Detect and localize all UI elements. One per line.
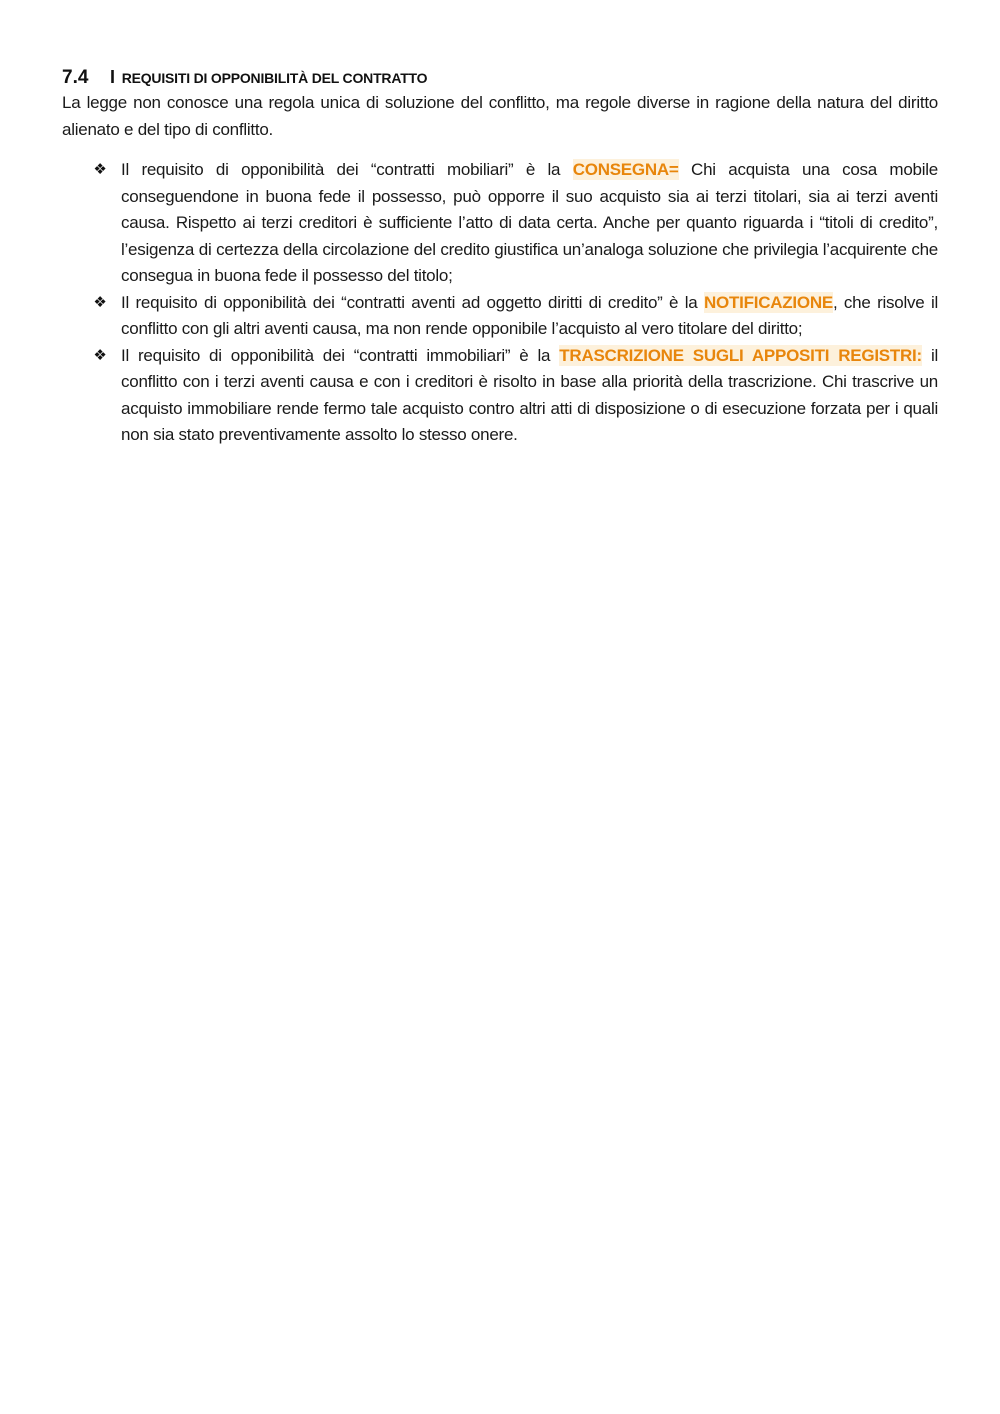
four-diamond-bullet-icon: ❖ xyxy=(93,293,107,311)
section-number: 7.4 xyxy=(62,67,89,88)
bullet-text-before: Il requisito di opponibilità dei “contratti mobiliari” è la xyxy=(121,160,573,179)
intro-paragraph: La legge non conosce una regola unica di soluzione del conflitto, ma regole diverse in ragione della natura del diritto alienato e del tipo di conflitto. xyxy=(62,93,938,139)
document-page xyxy=(62,62,938,449)
section-title: REQUISITI DI OPPONIBILITÀ DEL CONTRATTO xyxy=(121,70,428,86)
four-diamond-bullet-icon: ❖ xyxy=(93,346,107,364)
bullet-list xyxy=(62,157,938,449)
section-heading xyxy=(62,62,938,90)
list-item xyxy=(93,157,938,290)
list-item xyxy=(93,343,939,449)
highlighted-term: CONSEGNA= xyxy=(572,160,679,179)
bullet-text-after: Chi acquista una cosa mobile conseguendone in buona fede il possesso, può opporre il suo acquisto sia ai terzi titolari, sia ai terzi aventi causa. Rispetto ai terzi creditori è sufficiente l’atto di data certa. Anche per quanto riguarda i “titoli di credito”, l’esigenza di certezza della circolazione del credito giustifica un’analoga soluzione che privilegia l’acquirente che consegua in buona fede il possesso del titolo; xyxy=(121,160,938,285)
highlighted-term: TRASCRIZIONE SUGLI APPOSITI REGISTRI: xyxy=(559,345,922,365)
bullet-text-before: Il requisito di opponibilità dei “contratti immobiliari” è la xyxy=(121,345,560,365)
bullet-text-after: , che risolve il conflitto con gli altri aventi causa, ma non rende opponibile l’acquisto al vero titolare del diritto; xyxy=(121,292,938,338)
bullet-text-before: Il requisito di opponibilità dei “contratti aventi ad oggetto diritti di credito” è la xyxy=(121,292,704,312)
list-item xyxy=(93,290,938,343)
section-title-initial: I xyxy=(110,67,116,87)
bullet-text-after: il conflitto con i terzi aventi causa e con i creditori è risolto in base alla priorità della trascrizione. Chi trascrive un acquisto immobiliare rende fermo tale acquisto contro altri atti di disposizione o di esecuzione forzata per i quali non sia stato preventivamente assolto lo stesso onere. xyxy=(121,345,939,444)
highlighted-term: NOTIFICAZIONE xyxy=(703,292,833,312)
four-diamond-bullet-icon: ❖ xyxy=(93,161,107,178)
